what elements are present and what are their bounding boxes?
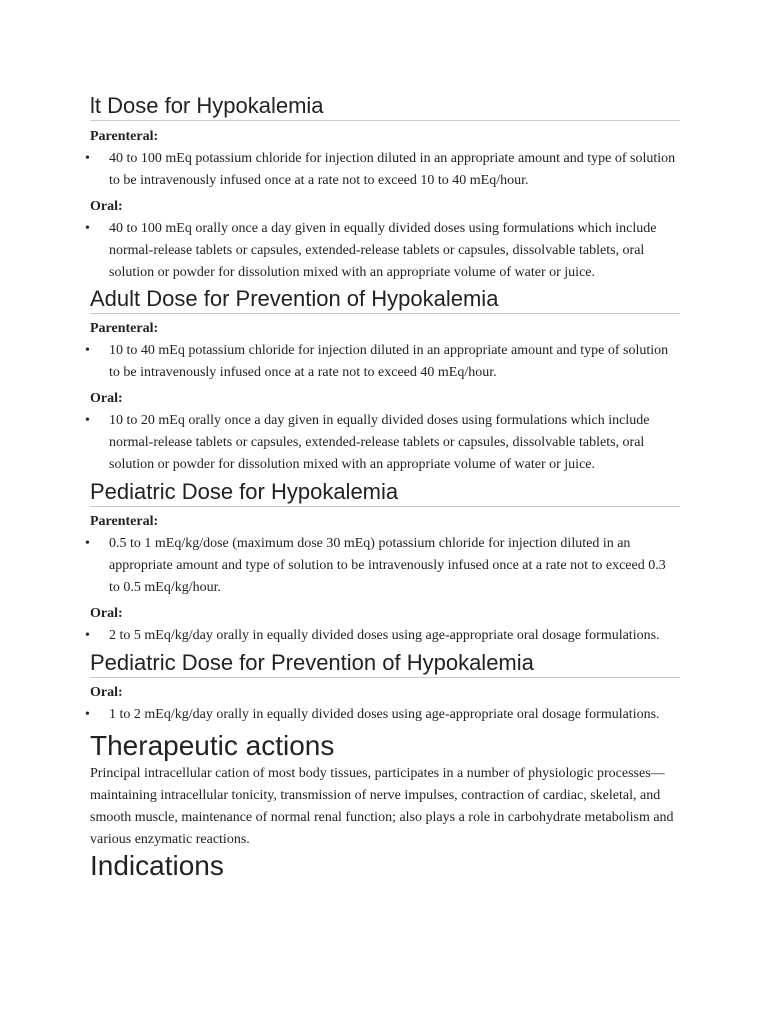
bullet-icon: • (85, 221, 90, 236)
section-hypokalemia-pediatric (85, 479, 680, 647)
bullet-icon: • (85, 413, 90, 428)
section-heading: Pediatric Dose for Prevention of Hypokalemia (90, 650, 680, 678)
list-item (85, 218, 680, 284)
bullet-icon: • (85, 536, 90, 551)
oral-label: Oral: (90, 199, 123, 214)
list-item-text: 2 to 5 mEq/kg/day orally in equally divided doses using age-appropriate oral dosage formulations. (109, 628, 660, 643)
oral-label: Oral: (90, 685, 123, 700)
section-hypokalemia-adult (85, 93, 680, 284)
section-heading: Adult Dose for Prevention of Hypokalemia (90, 286, 680, 314)
section-heading: Indications (90, 850, 224, 881)
oral-list (85, 704, 680, 726)
list-item (85, 625, 680, 647)
parenteral-list (85, 148, 680, 192)
oral-label: Oral: (90, 391, 123, 406)
list-item-text: 40 to 100 mEq orally once a day given in equally divided doses using formulations which include normal-release tablets or capsules, extended-release tablets or capsules, dissolvable tablets, oral solution or powder for dissolution mixed with an appropriate volume of water or juice. (109, 221, 657, 280)
list-item-text: 1 to 2 mEq/kg/day orally in equally divided doses using age-appropriate oral dosage formulations. (109, 707, 660, 722)
oral-list (85, 410, 680, 476)
list-item (85, 340, 680, 384)
list-item-text: 40 to 100 mEq potassium chloride for injection diluted in an appropriate amount and type of solution to be intravenously infused once at a rate not to exceed 10 to 40 mEq/hour. (109, 151, 676, 188)
bullet-icon: • (85, 151, 90, 166)
list-item-text: 10 to 40 mEq potassium chloride for injection diluted in an appropriate amount and type of solution to be intravenously infused once at a rate not to exceed 40 mEq/hour. (109, 343, 669, 380)
bullet-icon: • (85, 628, 90, 643)
section-heading: Pediatric Dose for Hypokalemia (90, 479, 680, 507)
list-item (85, 148, 680, 192)
therapeutic-text: Principal intracellular cation of most body tissues, participates in a number of physiologic processes—maintaining intracellular tonicity, transmission of nerve impulses, contraction of cardiac, skeletal, and smooth muscle, maintenance of normal renal function; also plays a role in carbohydrate metabolism and various enzymatic reactions. (90, 766, 674, 847)
section-prevention-adult (85, 286, 680, 476)
section-indications (90, 850, 680, 882)
section-therapeutic-actions (90, 730, 680, 851)
section-heading: lt Dose for Hypokalemia (90, 93, 680, 121)
oral-list (85, 625, 680, 647)
parenteral-list (85, 533, 680, 599)
bullet-icon: • (85, 707, 90, 722)
list-item (85, 410, 680, 476)
parenteral-list (85, 340, 680, 384)
list-item-text: 0.5 to 1 mEq/kg/dose (maximum dose 30 mEq) potassium chloride for injection diluted in an appropriate amount and type of solution to be intravenously infused once at a rate not to exceed 0.3 to 0.5 mEq/kg/hour. (109, 536, 666, 595)
list-item-text: 10 to 20 mEq orally once a day given in equally divided doses using formulations which include normal-release tablets or capsules, extended-release tablets or capsules, dissolvable tablets, oral solution or powder for dissolution mixed with an appropriate volume of water or juice. (109, 413, 650, 472)
parenteral-label: Parenteral: (90, 321, 159, 336)
parenteral-label: Parenteral: (90, 514, 159, 529)
oral-label: Oral: (90, 606, 123, 621)
list-item (85, 533, 680, 599)
oral-list (85, 218, 680, 284)
parenteral-label: Parenteral: (90, 129, 159, 144)
bullet-icon: • (85, 343, 90, 358)
section-heading: Therapeutic actions (90, 730, 335, 761)
list-item (85, 704, 680, 726)
section-prevention-pediatric (85, 650, 680, 726)
